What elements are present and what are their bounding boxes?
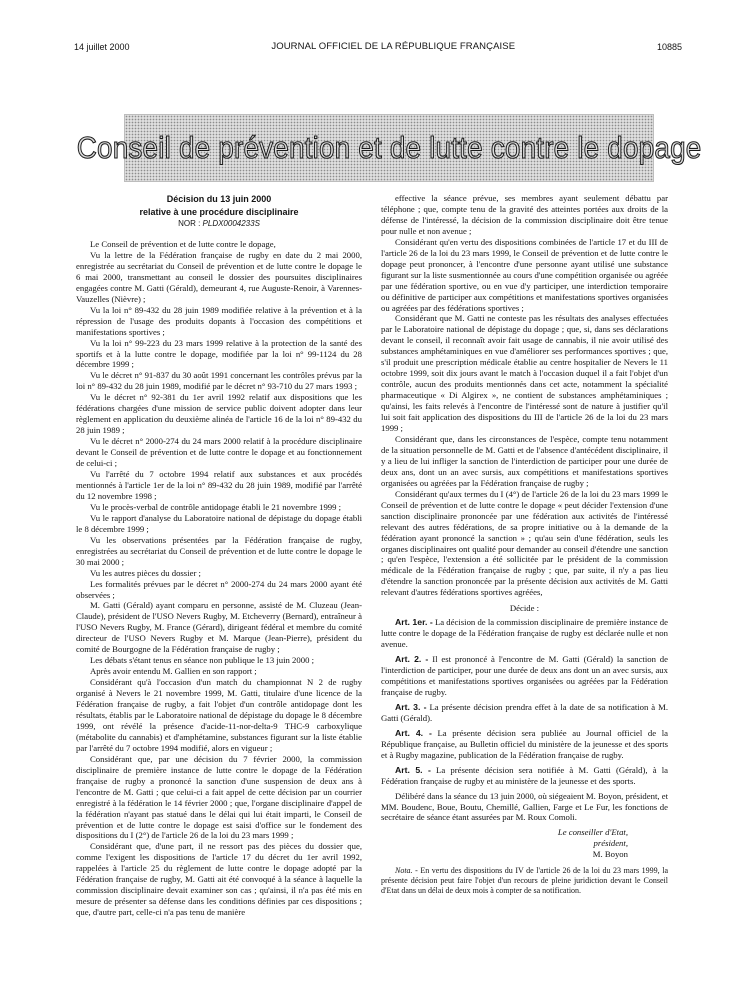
body-paragraph: Vu le décret n° 91-837 du 30 août 1991 concernant les contrôles prévus par la loi n° 89-432 du 28 juin 1989, modifié par le décret n° 93-710 du 27 mars 1993 ;: [76, 370, 362, 392]
nor-value: PLDX0004233S: [202, 219, 260, 228]
nor-label: NOR :: [178, 219, 201, 228]
article-text: Il est prononcé à l'encontre de M. Gatti (Gérald) la sanction de l'interdiction de participer, pour une durée de deux ans dont un an avec sursis, aux compétitions et manifestations sportives organisées ou agréées par la Fédération française de rugby.: [381, 654, 668, 697]
body-paragraph: Les débats s'étant tenus en séance non publique le 13 juin 2000 ;: [90, 655, 315, 666]
article-paragraph: [381, 765, 668, 787]
left-paragraphs: [76, 239, 362, 918]
body-paragraph: Vu la lettre de la Fédération française de rugby en date du 2 mai 2000, enregistrée au secrétariat du Conseil de prévention et de lutte contre le dopage le 6 mai 2000, transmettant au conseil le dossier des poursuites disciplinaires engagées contre M. Gatti (Gérald), demeurant 4, rue Auguste-Renoir, à Varennes-Vauzelles (Nièvre) ;: [76, 249, 362, 304]
nota-text: En vertu des dispositions du IV de l'article 26 de la loi du 23 mars 1999, la présente décision peut faire l'objet d'un recours de pleine juridiction devant le Conseil d'Etat dans un délai de deux mois à compter de sa notification.: [381, 866, 668, 896]
body-paragraph: Vu les autres pièces du dossier ;: [90, 567, 201, 578]
body-paragraph: Considérant qu'à l'occasion d'un match du championnat N 2 de rugby organisé à Nevers le 21 novembre 1999, M. Gatti, titulaire d'une licence de la Fédération française de rugby, a fait l'objet d'un contrôle antidopage dont les résultats, établis par le Laboratoire national de dépistage du dopage le 8 décembre 1999, ont révélé la présence d'acide-11-nor-delta-9 THC-9 carboxylique (métabolite du cannabis) et d'amphétamine, substances figurant sur la liste établie par l'arrêté du 7 octobre 1994 modifié, alors en vigueur ;: [76, 677, 362, 753]
section-banner: [76, 114, 702, 182]
body-paragraph: Considérant que, d'une part, il ne ressort pas des pièces du dossier que, comme l'exigent les dispositions de l'article 17 du décret du 1er avril 1992, rappelées à l'article 25 du règlement de lutte contre le dopage adopté par la Fédération française de rugby, M. Gatti ait été convoqué à la séance à laquelle la commission disciplinaire devait examiner son cas ; qu'ainsi, il n'a pas été mis en mesure de présenter sa défense dans les conditions définies par ces dispositions ; que, d'autre part, celle-ci n'a pas tenu de manière: [76, 841, 362, 918]
body-paragraph: Vu le rapport d'analyse du Laboratoire national de dépistage du dopage établi le 8 décembre 1999 ;: [76, 512, 362, 534]
article-text: La présente décision prendra effet à la date de sa notification à M. Gatti (Gérald).: [381, 701, 668, 723]
body-paragraph: Vu le procès-verbal de contrôle antidopage établi le 21 novembre 1999 ;: [90, 501, 342, 512]
body-paragraph: Les formalités prévues par le décret n° 2000-274 du 24 mars 2000 ayant été observées ;: [76, 578, 362, 600]
signature-name: M. Boyon: [592, 849, 628, 860]
page-header: [74, 41, 682, 52]
article-label: Art. 1er. -: [395, 617, 433, 628]
article-text: La décision de la commission disciplinaire de première instance de lutte contre le dopage de la Fédération française de rugby est déclarée nulle et non avenue.: [381, 617, 669, 650]
right-paragraphs: [381, 193, 668, 598]
body-paragraph: effective la séance prévue, ses membres ayant seulement débattu par téléphone ; que, compte tenu de la gravité des atteintes portées aux droits de la défense de l'intéressé, la décision de la commission disciplinaire doit être tenue pour nulle et non avenue ;: [381, 193, 668, 236]
nota-lead: Nota. -: [395, 866, 418, 876]
body-paragraph: Vu le décret n° 2000-274 du 24 mars 2000 relatif à la procédure disciplinaire devant le Conseil de prévention et de lutte contre le dopage et au fonctionnement de celui-ci ;: [76, 436, 362, 469]
decision-nor: [76, 218, 362, 229]
body-paragraph: Vu les observations présentées par la Fédération française de rugby, enregistrées au secrétariat du Conseil de prévention et de lutte contre le dopage le 30 mai 2000 ;: [76, 534, 362, 567]
body-paragraph: M. Gatti (Gérald) ayant comparu en personne, assisté de M. Cluzeau (Jean-Claude), président de l'USO Nevers Rugby, M. Etcheverry (Bernard), entraîneur à l'USO Nevers Rugby, M. France (Gérard), dirigeant fédéral et membre du comité directeur de l'USO Nevers Rugby et M. Marque (Jean-Pierre), président du comité de Bourgogne de la Fédération française de rugby ;: [76, 600, 362, 655]
body-paragraph: Vu le décret n° 92-381 du 1er avril 1992 relatif aux dispositions que les fédérations chargées d'une mission de service public doivent adopter dans leur règlement en application du deuxième alinéa de l'article 16 de la loi n° 89-432 du 28 juin 1989 ;: [76, 392, 362, 436]
decision-title-line1: Décision du 13 juin 2000: [166, 194, 272, 204]
article-label: Art. 3. -: [395, 701, 427, 712]
header-date: 14 juillet 2000: [74, 41, 130, 52]
body-paragraph: Après avoir entendu M. Gallien en son rapport ;: [90, 666, 257, 677]
article-label: Art. 2. -: [395, 654, 429, 665]
deliberation-paragraph: Délibéré dans la séance du 13 juin 2000, où siégeaient M. Boyon, président, et MM. Boudenc, Boue, Boutu, Chemillé, Gallien, Farge et Le Fur, les fonctions de secrétaire de séance étant assurées par M. Roux Comoli.: [381, 790, 668, 823]
banner-title: Conseil de prévention et de lutte contre le dopage: [76, 130, 702, 165]
body-paragraph: Vu la loi n° 89-432 du 28 juin 1989 modifiée relative à la prévention et à la répression de l'usage des produits dopants à l'occasion des compétitions et manifestations sportives ;: [76, 304, 362, 337]
signature-title: Le conseiller d'Etat,: [557, 827, 628, 838]
body-paragraph: Vu la loi n° 99-223 du 23 mars 1999 relative à la protection de la santé des sportifs et à la lutte contre le dopage, modifiée par la loi n° 99-1124 du 28 décembre 1999 ;: [76, 337, 362, 370]
articles-list: [381, 617, 668, 790]
decision-title-line2: relative à une procédure disciplinaire: [139, 207, 299, 217]
body-paragraph: Considérant que, dans les circonstances de l'espèce, compte tenu notamment de la situation personnelle de M. Gatti et de l'absence d'antécédent disciplinaire, il y a lieu de lui infliger la sanction de l'interdiction de participer pour une durée de deux ans, dont un an avec sursis, aux compétitions et manifestations sportives organisées ou agréées par la Fédération française de rugby ;: [381, 433, 668, 488]
article-paragraph: [381, 702, 668, 724]
article-text: La présente décision sera publiée au Journal officiel de la République française, au Bulletin officiel du ministère de la jeunesse et des sports et à Rugby magazine, publication de la Fédération française de rugby.: [381, 727, 668, 760]
body-paragraph: Considérant que M. Gatti ne conteste pas les résultats des analyses effectuées par le Laboratoire national de dépistage du dopage ; que, si, dans ses déclarations devant le conseil, il reconnaît avoir fait usage de cannabis, il nie avoir utilisé des substances amphétaminiques en vue d'améliorer ses performances sportives ; que, s'il produit une prescription médicale établie au centre hospitalier de Nevers le 11 octobre 1999, soit dix jours avant le match à l'occasion duquel il a fait l'objet d'un contrôle, aucun des produits mentionnés dans cet acte, notamment la spécialité pharmaceutique « Di Algirex », ne contient de substances amphétaminiques ; qu'ainsi, les faits relevés à l'encontre de l'intéressé sont de nature à justifier qu'il lui soit fait application des dispositions du III de l'article 26 de la loi du 23 mars 1999 ;: [381, 313, 668, 434]
article-label: Art. 4. -: [395, 727, 432, 738]
header-page-number: 10885: [656, 41, 682, 52]
body-paragraph: Considérant qu'aux termes du I (4°) de l'article 26 de la loi du 23 mars 1999 le Conseil de prévention et de lutte contre le dopage « peut décider l'extension d'une sanction disciplinaire prononcée par une fédération aux activités de l'intéressé relevant des autres fédérations, de sa propre initiative ou à la demande de la fédération ayant prononcé la sanction » ; qu'au sein d'une fédération, seuls les organes disciplinaires ont qualité pour demander au conseil d'étendre une sanction ; qu'en l'espèce, l'extension a été sollicitée par le président de la commission médicale de la Fédération française de rugby ; que, par suite, il n'y a pas lieu d'étendre la sanction prononcée par la présente décision aux activités de M. Gatti relevant d'autres fédérations sportives agréées,: [381, 488, 668, 598]
article-paragraph: [381, 728, 668, 761]
nota-paragraph: [381, 866, 668, 895]
article-text: La présente décision sera notifiée à M. Gatti (Gérald), à la Fédération française de rugby et au ministère de la jeunesse et des sports.: [381, 764, 668, 786]
signature-role: président,: [593, 838, 628, 849]
article-paragraph: [381, 654, 668, 698]
decide-label: Décide :: [509, 603, 540, 614]
body-paragraph: Le Conseil de prévention et de lutte contre le dopage,: [90, 239, 276, 249]
header-journal-title: JOURNAL OFFICIEL DE LA RÉPUBLIQUE FRANÇAISE: [271, 41, 516, 52]
left-column: [76, 192, 362, 918]
article-paragraph: [381, 617, 668, 650]
body-paragraph: Considérant que, par une décision du 7 février 2000, la commission disciplinaire de première instance de lutte contre le dopage de la Fédération française de rugby a prononcé la sanction d'une suspension de deux ans à l'encontre de M. Gatti ; que celui-ci a fait appel de cette décision par un courrier enregistré à la fédération le 14 février 2000 ; que, l'organe disciplinaire d'appel de la fédération n'ayant pas statué dans le délai qui lui était imparti, le Conseil de prévention et de lutte contre le dopage est saisi d'office sur le fondement des dispositions du I (2°) de l'article 26 de la loi du 23 mars 1999 ;: [76, 753, 362, 841]
right-column: [381, 193, 668, 896]
body-paragraph: Considérant qu'en vertu des dispositions combinées de l'article 17 et du III de l'article 26 de la loi du 23 mars 1999, le Conseil de prévention et de lutte contre le dopage peut prononcer, à l'encontre d'une personne ayant utilisé une substance figurant sur la liste susmentionnée au cours d'une compétition organisée ou agréée par une fédération sportive, ou en vue d'y participer, une interdiction temporaire ou définitive de participer aux compétitions et manifestations sportives organisées ou agréées par des fédérations sportives ;: [381, 236, 668, 313]
article-label: Art. 5. -: [395, 764, 431, 775]
body-paragraph: Vu l'arrêté du 7 octobre 1994 relatif aux substances et aux procédés mentionnés à l'article 1er de la loi n° 89-432 du 28 juin 1989, modifié par l'arrêté du 12 novembre 1998 ;: [76, 469, 362, 501]
